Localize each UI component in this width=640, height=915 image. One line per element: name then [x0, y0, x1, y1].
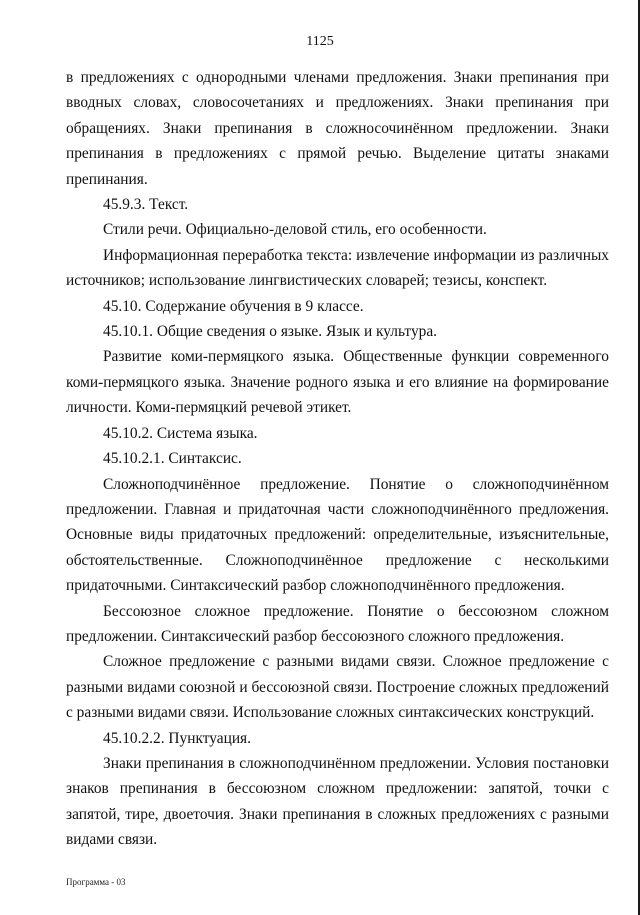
paragraph-language-development: Развитие коми-пермяцкого языка. Общественные функции современного коми-пермяцкого языка. Значение родного языка и его влияние на формирование личности. Коми-пермяцкий речевой этикет. [66, 348, 609, 417]
section-heading-45-10-2-1: 45.10.2.1. Синтаксис. [103, 450, 242, 468]
section-heading-45-9-3: 45.9.3. Текст. [103, 196, 189, 214]
paragraph-speech-styles: Стили речи. Официально-деловой стиль, его особенности. [103, 221, 487, 239]
section-heading-45-10-2-2: 45.10.2.2. Пунктуация. [103, 729, 251, 747]
footer-program-code: Программа - 03 [66, 877, 126, 887]
paragraph-asyndetic-complex: Бессоюзное сложное предложение. Понятие о бессоюзном сложном предложении. Синтаксический разбор бессоюзного сложного предложения. [66, 602, 609, 645]
page-number: 1125 [306, 34, 334, 49]
paragraph-mixed-connection: Сложное предложение с разными видами связи. Сложное предложение с разными видами союзной и бессоюзной связи. Построение сложных предложений с разными видами связи. Использование сложных синтаксических конструкций. [66, 653, 609, 722]
paragraph-text-processing: Информационная переработка текста: извлечение информации из различных источников; использование лингвистических словарей; тезисы, конспект. [66, 246, 609, 290]
paragraph-complex-subordinate: Сложноподчинённое предложение. Понятие о сложноподчинённом предложении. Главная и придаточная части сложноподчинённого предложения. Основные виды придаточных предложений: определительные, изъяснительные, обстоятельственные. Сложноподчинённое предложение с несколькими придаточными. Синтаксический разбор сложноподчинённого предложения. [66, 475, 609, 595]
paragraph-punctuation-continuation: в предложениях с однородными членами предложения. Знаки препинания при вводных словах, словосочетаниях и предложениях. Знаки препинания при обращениях. Знаки препинания в сложносочинённом предложении. Знаки препинания в предложениях с прямой речью. Выделение цитаты знаками препинания. [66, 69, 609, 188]
section-heading-45-10: 45.10. Содержание обучения в 9 классе. [103, 297, 364, 315]
paragraph-punctuation-rules: Знаки препинания в сложноподчинённом предложении. Условия постановки знаков препинания в бессоюзном сложном предложении: запятой, точки с запятой, тире, двоеточия. Знаки препинания в сложных предложениях с разными видами связи. [66, 754, 609, 849]
document-body [66, 65, 609, 853]
section-heading-45-10-2: 45.10.2. Система языка. [103, 424, 258, 442]
section-heading-45-10-1: 45.10.1. Общие сведения о языке. Язык и культура. [103, 323, 438, 341]
